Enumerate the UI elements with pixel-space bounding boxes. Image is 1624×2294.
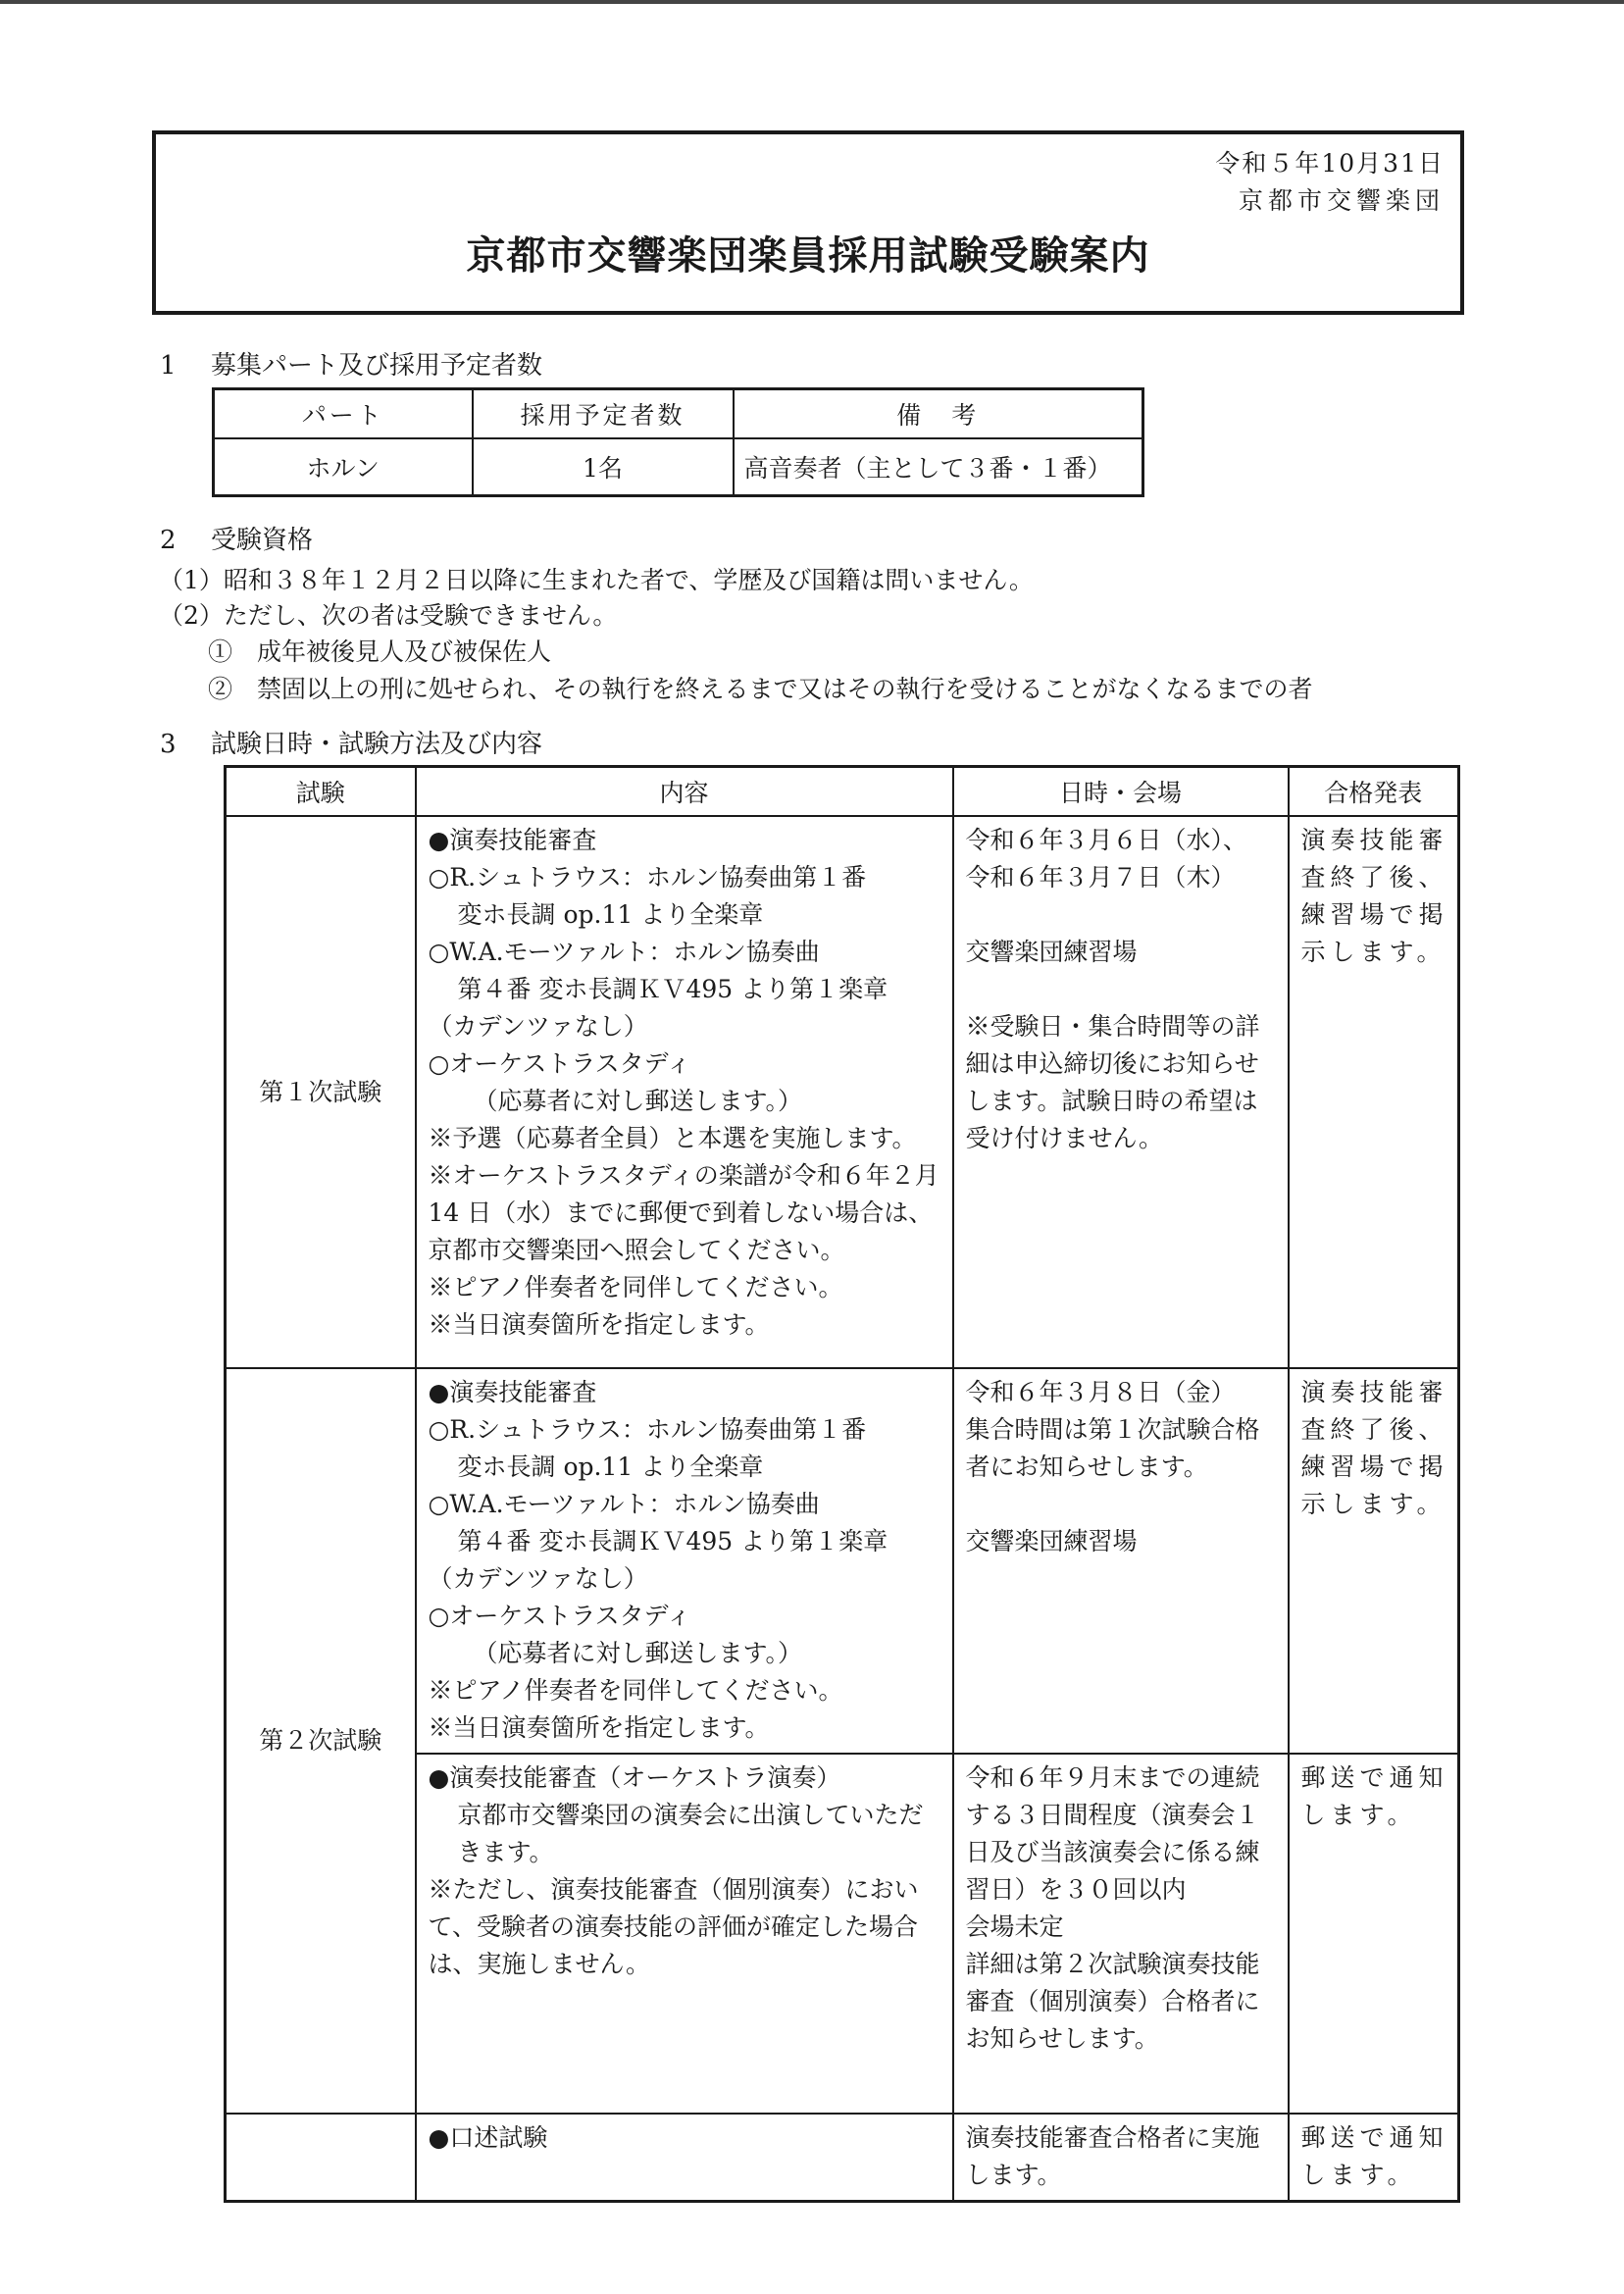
table-header-row (214, 389, 1143, 439)
second-exam-b-content (416, 1754, 953, 2114)
oral-exam-empty-cell (226, 2114, 416, 2202)
eligibility-item-2: （2）ただし、次の者は受験できません。 (159, 601, 618, 630)
schedule-line: 集合時間は第１次試験合格者にお知らせします。 (965, 1415, 1260, 1481)
header-result: 合格発表 (1289, 767, 1459, 817)
table-row (214, 438, 1143, 496)
content-line: （応募者に対し郵送します。） (473, 1087, 803, 1115)
oral-exam-content: ●口述試験 (416, 2114, 953, 2202)
section-3-heading (160, 724, 542, 760)
table-row-second-exam-a (226, 1368, 1459, 1754)
content-line: （カデンツァなし） (428, 1564, 648, 1593)
document-title: 京都市交響楽団楽員採用試験受験案内 (466, 233, 1150, 279)
content-line: ●演奏技能審査（オーケストラ演奏） (428, 1763, 841, 1792)
second-exam-b-result: 郵送で通知します。 (1289, 1754, 1459, 2114)
content-line: 京都市交響楽団の演奏会に出演していただきます。 (457, 1801, 924, 1866)
schedule-line: 令和６年９月末までの連続する３日間程度（演奏会１日及び当該演奏会に係る練習日）を３０回以内 (965, 1763, 1260, 1904)
schedule-line: 令和６年３月６日（水）、 (965, 826, 1248, 854)
content-line: ○R.シュトラウス：ホルン協奏曲第１番 (428, 863, 867, 892)
content-line: ○オーケストラスタディ (428, 1602, 691, 1630)
schedule-line: ※受験日・集合時間等の詳細は申込締切後にお知らせします。試験日時の希望は受け付けません。 (965, 1012, 1260, 1152)
content-line: ○R.シュトラウス：ホルン協奏曲第１番 (428, 1415, 867, 1444)
section-2-heading (160, 520, 313, 556)
second-exam-a-content (416, 1368, 953, 1754)
header-part: パート (214, 389, 473, 439)
section-title: 募集パート及び採用予定者数 (211, 351, 543, 381)
schedule-line: 交響楽団練習場 (965, 1527, 1138, 1555)
section-title: 試験日時・試験方法及び内容 (211, 730, 543, 759)
first-exam-schedule (953, 816, 1289, 1368)
content-line: ○オーケストラスタディ (428, 1049, 691, 1078)
header-count: 採用予定者数 (473, 389, 734, 439)
table-header-row (226, 767, 1459, 817)
header-content: 内容 (416, 767, 953, 817)
second-exam-label: 第２次試験 (226, 1368, 416, 2114)
content-line: ※予選（応募者全員）と本選を実施します。 (428, 1124, 917, 1152)
second-exam-b-schedule (953, 1754, 1289, 2114)
content-line: （応募者に対し郵送します。） (473, 1639, 803, 1667)
cell-note: 高音奏者（主として３番・１番） (734, 438, 1143, 496)
schedule-line: 会場未定 (965, 1912, 1064, 1941)
content-line: ○W.A.モーツァルト：ホルン協奏曲 (428, 938, 820, 966)
exclusion-item-1: ① 成年被後見人及び被保佐人 (208, 637, 552, 666)
schedule-line: 交響楽団練習場 (965, 938, 1138, 966)
header-schedule: 日時・会場 (953, 767, 1289, 817)
content-line: （カデンツァなし） (428, 1012, 648, 1041)
section-number: 3 (160, 730, 177, 759)
exclusion-item-2: ② 禁固以上の刑に処せられ、その執行を終えるまで又はその執行を受けることがなくなるまでの者 (208, 675, 1313, 703)
content-line: ●演奏技能審査 (428, 1378, 597, 1406)
schedule-line: 詳細は第２次試験演奏技能審査（個別演奏）合格者にお知らせします。 (965, 1950, 1260, 2053)
exam-schedule-table (224, 765, 1460, 2203)
cell-part: ホルン (214, 438, 473, 496)
table-row-oral-exam (226, 2114, 1459, 2202)
content-line: ※ピアノ伴奏者を同伴してください。 (428, 1676, 843, 1705)
section-1-heading (160, 345, 542, 382)
section-title: 受験資格 (211, 526, 314, 555)
schedule-line: 令和６年３月８日（金） (965, 1378, 1236, 1406)
content-line: 変ホ長調 op.11 より全楽章 (457, 900, 764, 929)
first-exam-result: 演奏技能審査終了後、練習場で掲示します。 (1289, 816, 1459, 1368)
section-number: 1 (160, 351, 177, 381)
content-line: ※当日演奏箇所を指定します。 (428, 1310, 770, 1339)
second-exam-a-result: 演奏技能審査終了後、練習場で掲示します。 (1289, 1368, 1459, 1754)
table-row-first-exam (226, 816, 1459, 1368)
schedule-line: 令和６年３月７日（木） (965, 863, 1236, 892)
content-line: ※ピアノ伴奏者を同伴してください。 (428, 1273, 843, 1301)
first-exam-label: 第１次試験 (226, 816, 416, 1368)
content-line: ●演奏技能審査 (428, 826, 597, 854)
document-date: 令和５年10月31日 (1215, 149, 1445, 178)
top-edge-line (0, 0, 1624, 4)
issuing-organization: 京都市交響楽団 (1238, 186, 1445, 215)
header-exam: 試験 (226, 767, 416, 817)
recruitment-table (212, 387, 1144, 497)
oral-exam-schedule: 演奏技能審査合格者に実施します。 (953, 2114, 1289, 2202)
content-line: ※当日演奏箇所を指定します。 (428, 1713, 770, 1742)
header-note: 備 考 (734, 389, 1143, 439)
content-line: 第４番 変ホ長調ＫＶ495 より第１楽章 (457, 975, 888, 1003)
section-number: 2 (160, 526, 177, 555)
oral-exam-result: 郵送で通知します。 (1289, 2114, 1459, 2202)
header-box (152, 130, 1464, 315)
content-line: 第４番 変ホ長調ＫＶ495 より第１楽章 (457, 1527, 888, 1555)
content-line: ※ただし、演奏技能審査（個別演奏）において、受験者の演奏技能の評価が確定した場合は、実施しません。 (428, 1875, 919, 1978)
content-line: ○W.A.モーツァルト：ホルン協奏曲 (428, 1490, 820, 1518)
cell-count: 1名 (473, 438, 734, 496)
first-exam-content (416, 816, 953, 1368)
content-line: ※オーケストラスタディの楽譜が令和６年２月 14 日（水）までに郵便で到着しない場合は、京都市交響楽団へ照会してください。 (428, 1161, 939, 1264)
content-line: 変ホ長調 op.11 より全楽章 (457, 1453, 764, 1481)
eligibility-item-1: （1）昭和３８年１２月２日以降に生まれた者で、学歴及び国籍は問いません。 (159, 566, 1034, 594)
second-exam-a-schedule (953, 1368, 1289, 1754)
